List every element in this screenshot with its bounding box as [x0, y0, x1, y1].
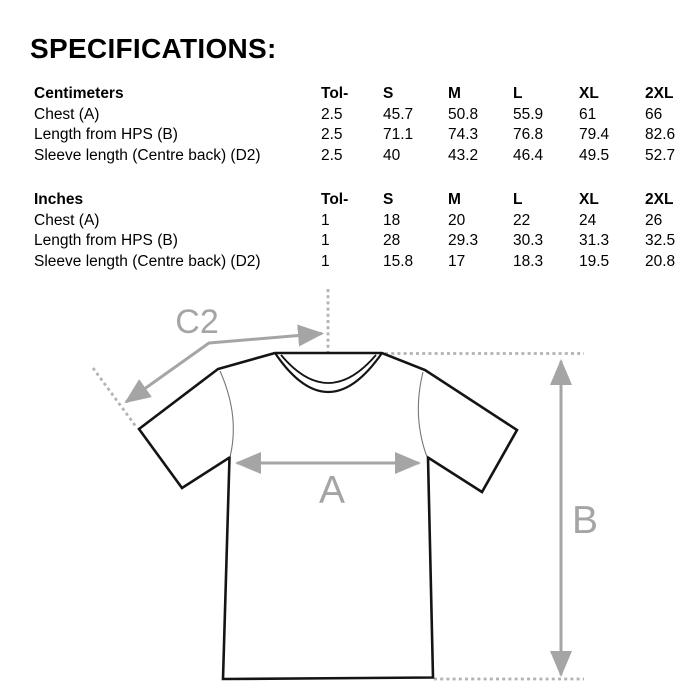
table-cell: 2.5: [321, 126, 343, 143]
table-cell: 49.5: [579, 146, 610, 164]
table-unit-header: Inches: [34, 191, 84, 208]
col-header-m: M: [448, 191, 461, 208]
tshirt-body-path: [139, 353, 517, 679]
table-cell: 18.3: [513, 252, 544, 270]
table-cell: 31.3: [579, 232, 610, 249]
table-cell: 45.7: [383, 105, 414, 123]
table-cell: 2.5: [321, 105, 343, 123]
table-cell: 74.3: [448, 126, 479, 143]
col-header-2xl: 2XL: [645, 85, 674, 102]
col-header-tol: Tol-: [321, 85, 349, 102]
table-cell: 40: [383, 146, 401, 164]
table-cell: 1: [321, 232, 330, 249]
row-label: Sleeve length (Centre back) (D2): [34, 146, 261, 164]
table-cell: 1: [321, 211, 330, 229]
table-cell: 20.8: [645, 252, 676, 270]
table-cell: 32.5: [645, 232, 676, 249]
col-header-m: M: [448, 85, 461, 102]
table-cell: 28: [383, 232, 401, 249]
table-cell: 24: [579, 211, 597, 229]
col-header-xl: XL: [579, 85, 599, 102]
length-measure-label: B: [571, 499, 599, 542]
row-label: Chest (A): [34, 105, 100, 123]
sleeve-measure-label: C2: [175, 303, 219, 341]
table-cell: 29.3: [448, 232, 479, 249]
table-cell: 18: [383, 211, 401, 229]
table-cell: 79.4: [579, 126, 610, 143]
chest-measure-label: A: [318, 469, 346, 512]
table-cell: 76.8: [513, 126, 544, 143]
col-header-s: S: [383, 85, 394, 102]
table-cell: 15.8: [383, 252, 414, 270]
row-label: Length from HPS (B): [34, 232, 178, 249]
row-label: Sleeve length (Centre back) (D2): [34, 252, 261, 270]
col-header-xl: XL: [579, 191, 599, 208]
col-header-2xl: 2XL: [645, 191, 674, 208]
col-header-l: L: [513, 191, 523, 208]
page-title: SPECIFICATIONS:: [30, 33, 277, 64]
row-label: Length from HPS (B): [34, 126, 178, 143]
table-cell: 50.8: [448, 105, 479, 123]
table-cell: 61: [579, 105, 597, 123]
table-cell: 66: [645, 105, 663, 123]
table-cell: 46.4: [513, 146, 544, 164]
table-cell: 82.6: [645, 126, 676, 143]
table-cell: 22: [513, 211, 531, 229]
table-cell: 26: [645, 211, 663, 229]
col-header-tol: Tol-: [321, 191, 349, 208]
table-cell: 43.2: [448, 146, 479, 164]
table-cell: 1: [321, 252, 330, 270]
row-label: Chest (A): [34, 211, 100, 229]
col-header-l: L: [513, 85, 523, 102]
col-header-s: S: [383, 191, 394, 208]
table-cell: 19.5: [579, 252, 610, 270]
table-cell: 71.1: [383, 126, 414, 143]
table-cell: 2.5: [321, 146, 343, 164]
table-cell: 52.7: [645, 146, 676, 164]
table-cell: 30.3: [513, 232, 544, 249]
table-cell: 20: [448, 211, 466, 229]
table-cell: 17: [448, 252, 466, 270]
table-unit-header: Centimeters: [34, 85, 124, 102]
tshirt-outline: [139, 353, 517, 679]
table-cell: 55.9: [513, 105, 544, 123]
